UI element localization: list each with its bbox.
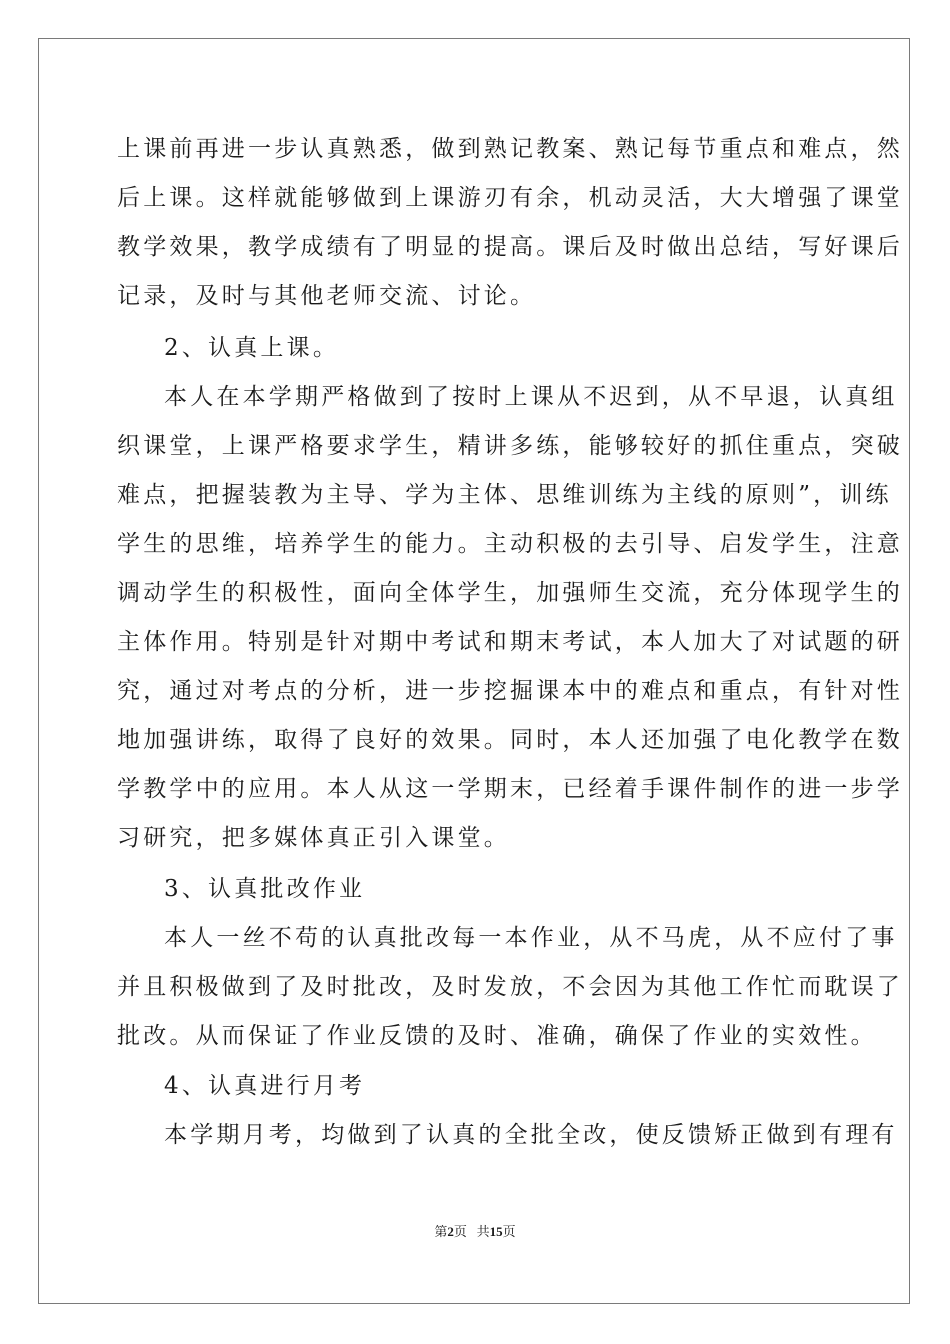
body-line-14: 学教学中的应用。本人从这一学期末，已经着手课件制作的进一步学 — [117, 776, 903, 802]
page-footer — [0, 1221, 950, 1240]
footer-total-suffix: 页 — [502, 1224, 516, 1239]
body-line-17: 本人一丝不苟的认真批改每一本作业，从不马虎，从不应付了事 — [164, 925, 898, 951]
body-line-15: 习研究，把多媒体真正引入课堂。 — [117, 825, 510, 851]
section-heading-2: 2、认真上课。 — [164, 335, 340, 361]
body-line-11: 主体作用。特别是针对期中考试和期末考试，本人加大了对试题的研 — [117, 629, 903, 655]
footer-total-prefix: 共 — [476, 1224, 490, 1239]
footer-page-suffix: 页 — [453, 1224, 467, 1239]
body-line-2: 后上课。这样就能够做到上课游刃有余，机动灵活，大大增强了课堂 — [117, 185, 903, 211]
body-line-7: 织课堂，上课严格要求学生，精讲多练，能够较好的抓住重点，突破 — [117, 433, 903, 459]
body-line-10: 调动学生的积极性，面向全体学生，加强师生交流，充分体现学生的 — [117, 580, 903, 606]
footer-page-number: 2 — [447, 1224, 454, 1239]
section-heading-4: 4、认真进行月考 — [164, 1073, 366, 1099]
body-line-13: 地加强讲练，取得了良好的效果。同时，本人还加强了电化教学在数 — [117, 727, 903, 753]
body-line-3: 教学效果，教学成绩有了明显的提高。课后及时做出总结，写好课后 — [117, 234, 903, 260]
footer-page-prefix: 第 — [434, 1224, 448, 1239]
body-line-18: 并且积极做到了及时批改，及时发放，不会因为其他工作忙而耽误了 — [117, 974, 903, 1000]
body-line-6: 本人在本学期严格做到了按时上课从不迟到，从不早退，认真组 — [164, 384, 898, 410]
body-line-19: 批改。从而保证了作业反馈的及时、准确，确保了作业的实效性。 — [117, 1023, 877, 1049]
section-heading-3: 3、认真批改作业 — [164, 876, 366, 902]
body-line-12: 究，通过对考点的分析，进一步挖掘课本中的难点和重点，有针对性 — [117, 678, 903, 704]
body-line-21: 本学期月考，均做到了认真的全批全改，使反馈矫正做到有理有 — [164, 1122, 898, 1148]
page-border — [38, 38, 910, 1304]
body-line-1: 上课前再进一步认真熟悉，做到熟记教案、熟记每节重点和难点，然 — [117, 136, 903, 162]
body-line-9: 学生的思维，培养学生的能力。主动积极的去引导、启发学生，注意 — [117, 531, 903, 557]
body-line-4: 记录，及时与其他老师交流、讨论。 — [117, 283, 537, 309]
footer-total-pages: 15 — [489, 1224, 503, 1239]
body-line-8: 难点，把握装教为主导、学为主体、思维训练为主线的原则”，训练 — [117, 482, 892, 508]
